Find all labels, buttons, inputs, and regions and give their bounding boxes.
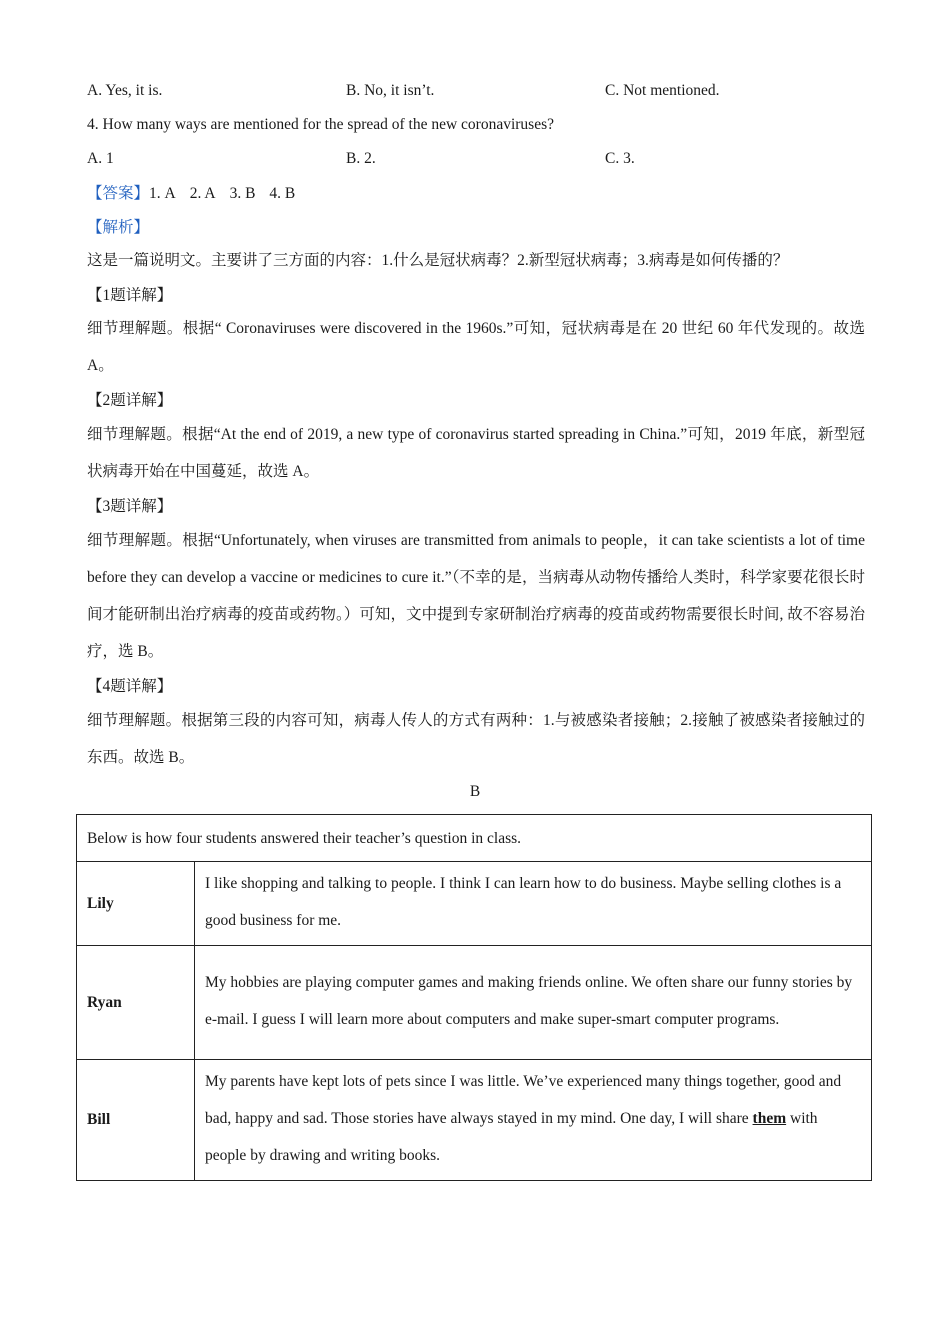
student-answer: [195, 1060, 872, 1181]
section-b-label: B: [469, 783, 481, 800]
detail-heading-3: 【3题详解】: [87, 498, 173, 515]
student-answer: I like shopping and talking to people. I think I can learn how to do business. Maybe selling clothes is a good business for me.: [195, 862, 872, 946]
q3-option-b: B. No, it isn’t.: [346, 82, 435, 99]
detail-heading-4: 【4题详解】: [87, 678, 173, 695]
answer-item: 4. B: [269, 185, 296, 202]
q4-option-c: C. 3.: [605, 150, 635, 167]
answer-line: [87, 183, 864, 205]
answer-item: 1. A: [149, 185, 176, 202]
table-row: [77, 946, 872, 1060]
answer-text-after: with people by drawing and writing books.: [205, 1110, 818, 1164]
detail-text-1: 细节理解题。根据“ Coronaviruses were discovered in the 1960s.”可知，冠状病毒是在 20 世纪 60 年代发现的。故选 A。: [87, 320, 865, 374]
table-intro: Below is how four students answered their teacher’s question in class.: [77, 815, 872, 862]
q4-question: 4. How many ways are mentioned for the spread of the new coronaviruses?: [87, 116, 554, 133]
student-answer: My hobbies are playing computer games and making friends online. We often share our funny stories by e-mail. I guess I will learn more about computers and make super-smart computer programs.: [195, 946, 872, 1060]
answer-item: 2. A: [189, 185, 216, 202]
analysis-tag: [87, 217, 864, 239]
q3-option-c: C. Not mentioned.: [605, 82, 720, 99]
q4-option-b: B. 2.: [346, 150, 376, 167]
student-answers-table: [76, 814, 872, 1181]
table-row: [77, 862, 872, 946]
table-row: [77, 815, 872, 862]
answer-tag: 【答案】: [87, 185, 150, 202]
underlined-word: them: [752, 1110, 787, 1127]
table-row: [77, 1060, 872, 1181]
analysis-tag-label: 【解析】: [87, 219, 150, 236]
detail-text-2: 细节理解题。根据“At the end of 2019, a new type of coronavirus started spreading in China.”可知，2019 年底，新型冠状病毒开始在中国蔓延，故选 A。: [87, 426, 865, 480]
student-name: Ryan: [77, 946, 195, 1060]
detail-text-4: 细节理解题。根据第三段的内容可知，病毒人传人的方式有两种：1.与被感染者接触；2.接触了被感染者接触过的东西。故选 B。: [87, 712, 865, 766]
student-name: Lily: [77, 862, 195, 946]
student-name: Bill: [77, 1060, 195, 1181]
q3-options: [87, 80, 787, 102]
analysis-summary: 这是一篇说明文。主要讲了三方面的内容：1.什么是冠状病毒？2.新型冠状病毒；3.病毒是如何传播的？: [87, 252, 789, 269]
detail-heading-1: 【1题详解】: [87, 287, 173, 304]
q3-option-a: A. Yes, it is.: [87, 82, 163, 99]
answer-text-before: My parents have kept lots of pets since I was little. We’ve experienced many things together, good and bad, happy and sad. Those stories have always stayed in my mind. One day, I will share: [205, 1073, 842, 1127]
detail-text-3: 细节理解题。根据“Unfortunately, when viruses are transmitted from animals to people，it can take scientists a lot of time before they can develop a vaccine or medicines to cure it.”（不幸的是，当病毒从动物传播给人类时，科学家要花很长时间才能研制出治疗病毒的疫苗或药物。）可知，文中提到专家研制治疗病毒的疫苗或药物需要很长时间, 故不容易治疗，选 B。: [87, 532, 865, 660]
detail-heading-2: 【2题详解】: [87, 392, 173, 409]
q4-options: [87, 148, 787, 170]
q4-option-a: A. 1: [87, 150, 114, 167]
answer-item: 3. B: [229, 185, 256, 202]
